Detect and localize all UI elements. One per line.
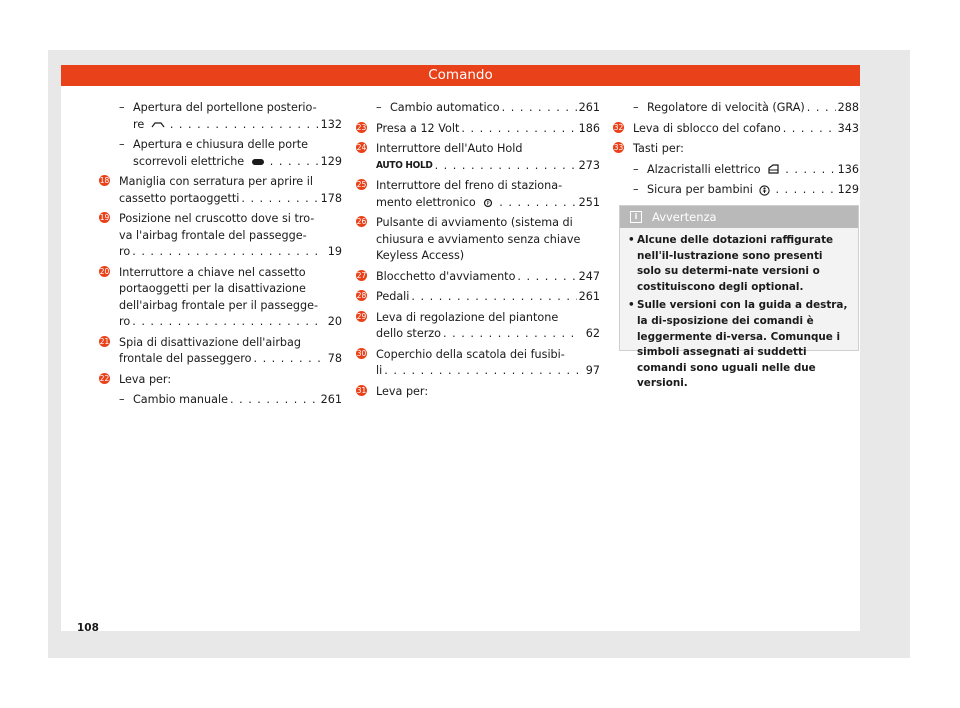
- parking-brake-icon: [482, 198, 494, 208]
- list-item: 27 Blocchetto d'avviamento . . . 247: [362, 269, 600, 286]
- list-item: 20 Interruttore a chiave nel cassetto portaoggetti per la disattivazione dell'airbag frontale per il passegge- ro . . . 20: [105, 265, 342, 331]
- item-number: 20: [99, 266, 110, 276]
- page-ref[interactable]: 247: [578, 269, 600, 283]
- list-item: 26 Pulsante di avviamento (sistema di chiusura e avviamento senza chiave Keyless Access): [356, 216, 581, 262]
- page-number: 108: [77, 622, 99, 634]
- item-number: 22: [99, 373, 110, 383]
- list-item: 29 Leva di regolazione del piantone dello sterzo . . . 62: [362, 310, 600, 343]
- list-item: 19 Posizione nel cruscotto dove si tro- va l'airbag frontale del passegge- ro . . . 19: [105, 211, 342, 261]
- manual-page: [61, 65, 860, 634]
- list-item: 31 Leva per:: [356, 384, 429, 398]
- window-icon: [767, 164, 780, 175]
- list-item: – Apertura del portellone posterio- re . . . 132: [105, 100, 342, 133]
- item-number: 25: [356, 180, 367, 189]
- warning-bullet: • Sulle versioni con la guida a destra, la di-sposizione dei comandi è leggermente di-versa. Comunque i simboli assegnati ai suddetti comandi sono uguali nelle due versioni.: [628, 298, 850, 392]
- list-item: – Alzacristalli elettrico . . . 136: [619, 162, 859, 179]
- warning-header: [620, 206, 858, 228]
- list-item: – Apertura e chiusura delle porte scorrevoli elettriche . . . 129: [105, 137, 342, 170]
- page-ref[interactable]: 343: [837, 121, 859, 135]
- item-number: 29: [356, 311, 367, 321]
- column-2: [356, 100, 600, 404]
- item-number: 24: [356, 143, 367, 152]
- page-ref[interactable]: 251: [578, 195, 600, 209]
- info-icon: i: [630, 211, 642, 223]
- page-ref[interactable]: 288: [837, 101, 859, 114]
- section-header: Comando: [61, 65, 860, 86]
- page-ref[interactable]: 132: [320, 117, 342, 131]
- list-item: 30 Coperchio della scatola dei fusibi- li . . . 97: [362, 347, 600, 380]
- list-item: 21 Spia di disattivazione dell'airbag frontale del passeggero . . . 78: [105, 335, 342, 368]
- page-ref[interactable]: 62: [585, 327, 600, 340]
- list-item: – Cambio automatico . . . 261: [362, 100, 600, 117]
- page-ref[interactable]: 78: [327, 352, 342, 365]
- page-ref[interactable]: 19: [327, 245, 342, 258]
- item-number: 30: [356, 348, 367, 358]
- warning-title: Avvertenza: [652, 210, 717, 224]
- item-number: 33: [613, 143, 624, 152]
- page-ref[interactable]: 178: [320, 191, 342, 205]
- item-number: 26: [356, 217, 367, 226]
- item-number: 19: [99, 213, 110, 222]
- list-item: 22 Leva per:: [99, 372, 172, 386]
- list-item: 18 Maniglia con serratura per aprire il cassetto portaoggetti . . . 178: [105, 174, 342, 207]
- list-item: 24 Interruttore dell'Auto Hold AUTO HOLD . . . 273: [362, 141, 600, 174]
- column-1: [99, 100, 342, 413]
- item-number: 18: [99, 176, 110, 185]
- item-number: 27: [356, 270, 367, 280]
- page-ref[interactable]: 129: [320, 154, 342, 168]
- item-number: 31: [356, 385, 367, 395]
- page-ref[interactable]: 136: [837, 162, 859, 176]
- child-lock-icon: [759, 185, 770, 196]
- page-ref[interactable]: 97: [585, 364, 600, 377]
- page-ref[interactable]: 261: [320, 393, 342, 406]
- svg-text:P: P: [486, 200, 490, 207]
- page-ref[interactable]: 186: [578, 121, 600, 135]
- column-3: [613, 100, 859, 203]
- page-ref[interactable]: 129: [837, 183, 859, 196]
- list-item: 33 Tasti per:: [613, 142, 684, 155]
- page-ref[interactable]: 261: [578, 290, 600, 303]
- list-item: 32 Leva di sblocco del cofano . . . 343: [619, 121, 859, 138]
- item-number: 23: [356, 122, 367, 132]
- sliding-door-icon: [251, 158, 265, 166]
- page-ref[interactable]: 273: [578, 158, 600, 172]
- warning-bullet: • Alcune delle dotazioni raffigurate nell'il-lustrazione sono presenti solo su determi-nate versioni o costituiscono degli optional.: [628, 233, 850, 295]
- tailgate-icon: [151, 121, 165, 129]
- list-item: – Sicura per bambini . . . 129: [619, 182, 859, 199]
- list-item: 23 Presa a 12 Volt . . . 186: [362, 121, 600, 138]
- list-item: 28 Pedali . . . 261: [362, 289, 600, 306]
- list-item: – Cambio manuale . . . 261: [105, 392, 342, 409]
- item-number: 21: [99, 336, 110, 346]
- list-item: 25 Interruttore del freno di staziona- mento elettronico P . . . 251: [362, 178, 600, 211]
- page-ref[interactable]: 20: [327, 315, 342, 328]
- auto-hold-icon: AUTO HOLD: [376, 159, 433, 171]
- item-number: 28: [356, 291, 367, 300]
- item-number: 32: [613, 122, 624, 132]
- warning-box: [619, 205, 859, 390]
- page-ref[interactable]: 261: [578, 101, 600, 114]
- list-item: – Regolatore di velocità (GRA) . . . 288: [619, 100, 859, 117]
